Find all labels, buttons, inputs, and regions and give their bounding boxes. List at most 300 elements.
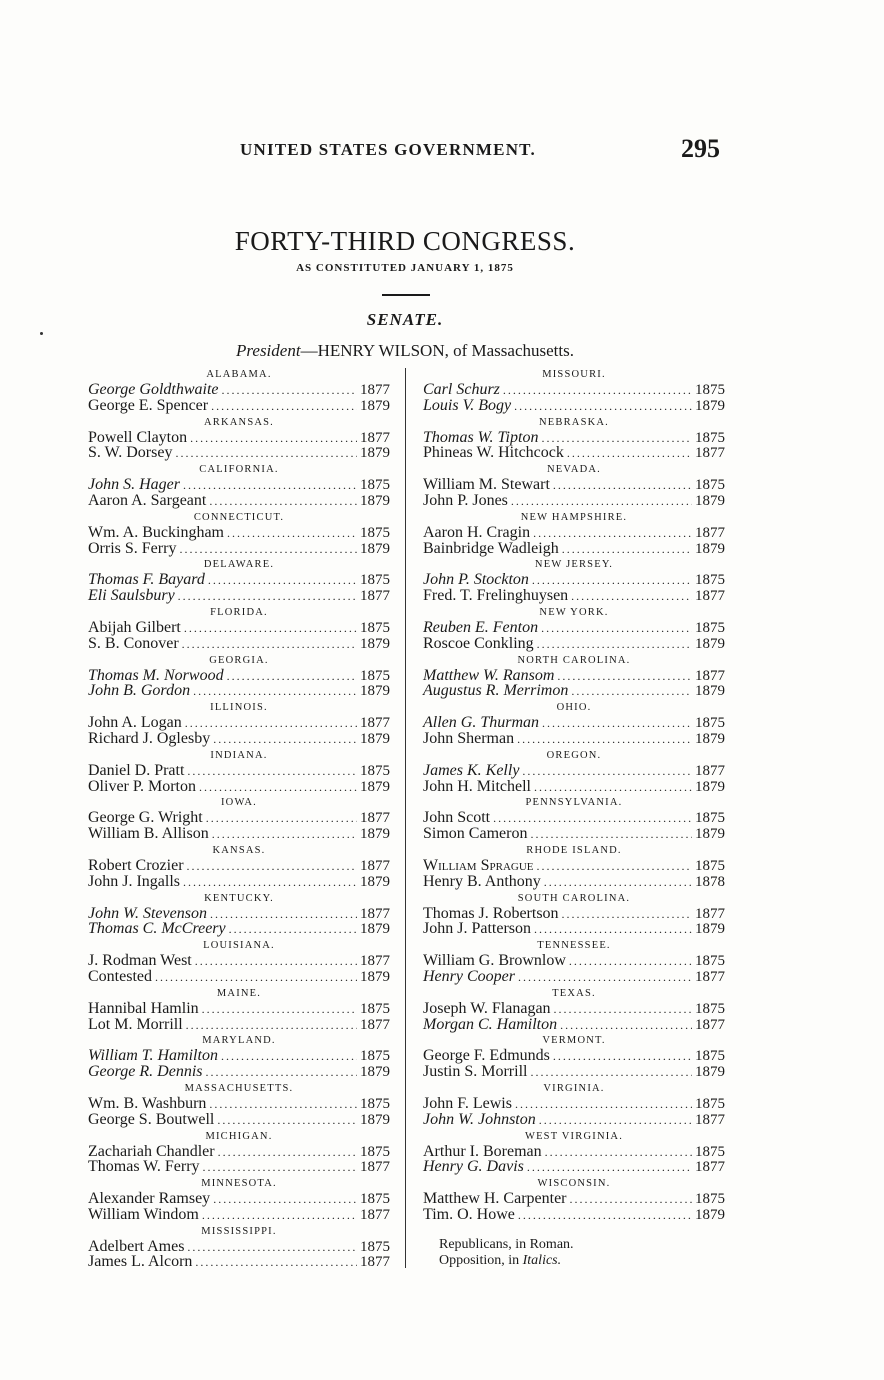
- term-expires-year: 1879: [695, 492, 725, 509]
- page-title: FORTY-THIRD CONGRESS.: [234, 226, 576, 256]
- state-heading: NEVADA.: [547, 464, 601, 476]
- senator-entry: [423, 398, 725, 414]
- term-expires-year: 1875: [695, 953, 725, 970]
- state-heading: MICHIGAN.: [205, 1130, 273, 1142]
- dot-leader: [518, 970, 692, 986]
- term-expires-year: 1877: [360, 810, 390, 827]
- term-expires-year: 1875: [695, 429, 725, 446]
- senator-entry: [423, 445, 725, 461]
- note-opposition-italic: Italics.: [522, 1252, 562, 1268]
- column-divider: [405, 368, 406, 1268]
- state-heading: VIRGINIA.: [543, 1082, 605, 1094]
- senator-entry: [88, 398, 390, 414]
- dot-leader: [185, 716, 357, 732]
- senator-entry: [423, 525, 725, 541]
- term-expires-year: 1875: [695, 619, 725, 636]
- senator-name: John F. Lewis: [423, 1094, 512, 1112]
- dot-leader: [553, 1049, 692, 1065]
- state-heading: MARYLAND.: [202, 1035, 276, 1047]
- dot-leader: [534, 922, 692, 938]
- senator-name: Aaron H. Cragin: [423, 523, 531, 541]
- state-heading: PENNSYLVANIA.: [525, 797, 623, 809]
- dot-leader: [221, 1049, 357, 1065]
- senator-entry: [88, 731, 390, 747]
- senator-entry: [88, 588, 390, 604]
- dot-leader: [206, 811, 357, 827]
- dot-leader: [195, 1255, 357, 1271]
- senator-entry: [88, 620, 390, 636]
- senator-entry: [88, 493, 390, 509]
- term-expires-year: 1875: [360, 524, 390, 541]
- senator-entry: [423, 1112, 725, 1128]
- senator-name: Alexander Ramsey: [88, 1190, 211, 1208]
- senator-name: Henry B. Anthony: [423, 872, 541, 890]
- senator-name: John J. Ingalls: [88, 872, 180, 890]
- senator-entry: [423, 715, 725, 731]
- senator-name: James K. Kelly: [423, 761, 520, 779]
- senator-entry: [423, 858, 725, 874]
- senator-entry: [88, 636, 390, 652]
- state-heading: KENTUCKY.: [204, 892, 274, 904]
- senator-entry: [88, 763, 390, 779]
- state-heading: SOUTH CAROLINA.: [517, 892, 631, 904]
- senator-name: George S. Boutwell: [88, 1110, 215, 1128]
- dot-leader: [545, 1145, 692, 1161]
- term-expires-year: 1877: [695, 588, 725, 605]
- senator-entry: [423, 588, 725, 604]
- dot-leader: [186, 1018, 357, 1034]
- dot-leader: [217, 1113, 357, 1129]
- dot-leader: [187, 859, 357, 875]
- dot-leader: [571, 684, 692, 700]
- dot-leader: [544, 875, 692, 891]
- term-expires-year: 1877: [360, 1254, 390, 1271]
- state-heading: ALABAMA.: [206, 369, 272, 380]
- state-heading: ILLINOIS.: [210, 702, 268, 714]
- senator-name: Lot M. Morrill: [88, 1015, 183, 1033]
- term-expires-year: 1875: [695, 715, 725, 732]
- state-heading: MISSISSIPPI.: [201, 1225, 277, 1237]
- senator-name: Joseph W. Flanagan: [423, 999, 551, 1017]
- term-expires-year: 1879: [360, 683, 390, 700]
- dot-leader: [539, 1113, 692, 1129]
- senator-entry: [88, 1144, 390, 1160]
- dot-leader: [210, 907, 357, 923]
- senator-entry: [423, 493, 725, 509]
- dot-leader: [222, 383, 358, 399]
- term-expires-year: 1879: [360, 968, 390, 985]
- senator-name: James L. Alcorn: [88, 1253, 193, 1271]
- term-expires-year: 1875: [360, 572, 390, 589]
- dot-leader: [155, 970, 357, 986]
- term-expires-year: 1877: [695, 667, 725, 684]
- state-heading: CALIFORNIA.: [199, 464, 279, 476]
- term-expires-year: 1877: [360, 715, 390, 732]
- state-heading: MISSOURI.: [542, 369, 606, 380]
- senator-name: Tim. O. Howe: [423, 1205, 515, 1223]
- state-heading: GEORGIA.: [209, 654, 269, 666]
- senator-entry: [423, 826, 725, 842]
- state-heading: DELAWARE.: [203, 559, 275, 571]
- dot-leader: [571, 589, 692, 605]
- term-expires-year: 1879: [360, 873, 390, 890]
- dot-leader: [227, 526, 357, 542]
- senator-name: Roscoe Conkling: [423, 634, 534, 652]
- senator-name: Matthew W. Ransom: [423, 666, 555, 684]
- senator-name: Thomas F. Bayard: [88, 571, 205, 589]
- senator-entry: [423, 572, 725, 588]
- term-expires-year: 1877: [695, 445, 725, 462]
- dot-leader: [202, 1002, 357, 1018]
- term-expires-year: 1875: [360, 619, 390, 636]
- term-expires-year: 1875: [360, 762, 390, 779]
- state-heading: VERMONT.: [542, 1035, 606, 1047]
- senator-name: John Sherman: [423, 729, 515, 747]
- term-expires-year: 1875: [695, 1048, 725, 1065]
- state-heading: MASSACHUSETTS.: [184, 1082, 294, 1094]
- dot-leader: [187, 1240, 357, 1256]
- senator-name: Thomas J. Robertson: [423, 904, 559, 922]
- senator-name: William M. Stewart: [423, 476, 550, 494]
- senator-entry: [423, 1001, 725, 1017]
- dot-leader: [541, 621, 692, 637]
- state-heading: TENNESSEE.: [537, 940, 611, 952]
- dot-leader: [184, 621, 357, 637]
- senator-entry: [88, 683, 390, 699]
- state-heading: IOWA.: [220, 797, 258, 809]
- senator-entry: [88, 826, 390, 842]
- term-expires-year: 1875: [360, 1000, 390, 1017]
- senator-name: Orris S. Ferry: [88, 539, 177, 557]
- margin-mark: [40, 332, 43, 335]
- dot-leader: [182, 637, 357, 653]
- term-expires-year: 1877: [360, 1016, 390, 1033]
- state-heading: NEW HAMPSHIRE.: [520, 511, 628, 523]
- senator-name: Henry Cooper: [423, 967, 515, 985]
- state-heading: OREGON.: [546, 749, 602, 761]
- dot-leader: [562, 907, 692, 923]
- term-expires-year: 1877: [360, 905, 390, 922]
- term-expires-year: 1879: [695, 1206, 725, 1223]
- senator-entry: [88, 969, 390, 985]
- senator-entry: [423, 1064, 725, 1080]
- president-dash: —: [300, 341, 318, 360]
- term-expires-year: 1877: [360, 953, 390, 970]
- senator-entry: [423, 1017, 725, 1033]
- senator-entry: [88, 1048, 390, 1064]
- term-expires-year: 1879: [360, 921, 390, 938]
- senator-entry: [423, 906, 725, 922]
- senator-name: Hannibal Hamlin: [88, 999, 199, 1017]
- term-expires-year: 1875: [695, 1000, 725, 1017]
- note-opposition: [439, 1253, 725, 1269]
- senator-name: J. Rodman West: [88, 952, 192, 970]
- dot-leader: [209, 494, 357, 510]
- senator-name: George G. Wright: [88, 809, 203, 827]
- dot-leader: [570, 1192, 692, 1208]
- state-heading: OHIO.: [556, 702, 592, 714]
- senator-entry: [88, 541, 390, 557]
- party-note: [439, 1237, 725, 1269]
- senator-entry: [423, 969, 725, 985]
- senator-entry: [423, 1191, 725, 1207]
- state-heading: NORTH CAROLINA.: [517, 654, 631, 666]
- senator-name: Fred. T. Frelinghuysen: [423, 587, 569, 605]
- dot-leader: [527, 1160, 692, 1176]
- term-expires-year: 1875: [695, 477, 725, 494]
- senator-name: Louis V. Bogy: [423, 396, 512, 414]
- dot-leader: [537, 859, 693, 875]
- senator-entry: [88, 906, 390, 922]
- term-expires-year: 1877: [360, 857, 390, 874]
- dot-leader: [178, 589, 357, 605]
- term-expires-year: 1877: [360, 588, 390, 605]
- term-expires-year: 1877: [695, 968, 725, 985]
- senator-name: Thomas W. Ferry: [88, 1158, 200, 1176]
- title-rule: [382, 294, 430, 296]
- senator-name: Arthur I. Boreman: [423, 1142, 542, 1160]
- senator-name: George F. Edmunds: [423, 1047, 550, 1065]
- dot-leader: [206, 1065, 358, 1081]
- senator-name: Thomas C. McCreery: [88, 920, 226, 938]
- senator-name: Robert Crozier: [88, 856, 184, 874]
- dot-leader: [567, 446, 692, 462]
- senator-name: John P. Jones: [423, 491, 508, 509]
- state-heading: NEW YORK.: [539, 606, 609, 618]
- senator-entry: [88, 1096, 390, 1112]
- state-heading: WEST VIRGINIA.: [524, 1130, 624, 1142]
- senator-entry: [423, 636, 725, 652]
- senator-entry: [423, 382, 725, 398]
- term-expires-year: 1875: [360, 477, 390, 494]
- term-expires-year: 1875: [695, 572, 725, 589]
- note-opposition-prefix: Opposition, in: [439, 1252, 523, 1268]
- senator-name: William T. Hamilton: [88, 1047, 218, 1065]
- senator-entry: [423, 1207, 725, 1223]
- term-expires-year: 1879: [695, 921, 725, 938]
- dot-leader: [537, 637, 692, 653]
- senator-name: Augustus R. Merrimon: [423, 682, 569, 700]
- dot-leader: [179, 542, 357, 558]
- senator-entry: [88, 668, 390, 684]
- president-role: President: [236, 341, 301, 360]
- term-expires-year: 1875: [695, 810, 725, 827]
- state-heading: RHODE ISLAND.: [526, 844, 622, 856]
- senator-entry: [423, 953, 725, 969]
- dot-leader: [562, 542, 692, 558]
- term-expires-year: 1879: [695, 730, 725, 747]
- senator-entry: [423, 1096, 725, 1112]
- senator-entry: [423, 1159, 725, 1175]
- senator-entry: [88, 572, 390, 588]
- term-expires-year: 1875: [360, 1048, 390, 1065]
- state-heading: FLORIDA.: [210, 606, 268, 618]
- dot-leader: [209, 1097, 357, 1113]
- state-heading: NEBRASKA.: [538, 416, 610, 428]
- note-republicans: Republicans, in Roman.: [439, 1236, 574, 1252]
- term-expires-year: 1877: [360, 382, 390, 398]
- term-expires-year: 1877: [695, 905, 725, 922]
- running-title: UNITED STATES GOVERNMENT.: [240, 140, 536, 159]
- dot-leader: [183, 875, 357, 891]
- dot-leader: [175, 446, 357, 462]
- senator-name: John A. Logan: [88, 714, 182, 732]
- senator-entry: [423, 763, 725, 779]
- term-expires-year: 1875: [360, 1143, 390, 1160]
- dot-leader: [514, 399, 692, 415]
- page-header: [240, 134, 720, 164]
- senator-name: Matthew H. Carpenter: [423, 1190, 567, 1208]
- dot-leader: [560, 1018, 692, 1034]
- term-expires-year: 1879: [360, 778, 390, 795]
- senator-name: John Scott: [423, 809, 491, 827]
- senator-name: George R. Dennis: [88, 1063, 203, 1081]
- term-expires-year: 1879: [695, 635, 725, 652]
- senator-entry: [88, 953, 390, 969]
- term-expires-year: 1875: [695, 1191, 725, 1208]
- dot-leader: [503, 383, 692, 399]
- term-expires-year: 1879: [695, 683, 725, 700]
- dot-leader: [208, 573, 357, 589]
- senator-name: John S. Hager: [88, 476, 180, 494]
- senator-name: George E. Spencer: [88, 396, 209, 414]
- term-expires-year: 1879: [360, 730, 390, 747]
- term-expires-year: 1875: [695, 382, 725, 398]
- dot-leader: [183, 478, 357, 494]
- senator-name: Thomas W. Tipton: [423, 428, 539, 446]
- senator-entry: [88, 1239, 390, 1255]
- senator-entry: [88, 1017, 390, 1033]
- senator-entry: [88, 1064, 390, 1080]
- senator-name: William B. Allison: [88, 825, 209, 843]
- senator-name: Adelbert Ames: [88, 1237, 185, 1255]
- senator-entry: [88, 1207, 390, 1223]
- senator-entry: [88, 1112, 390, 1128]
- senator-entry: [423, 683, 725, 699]
- senator-entry: [88, 1159, 390, 1175]
- senator-entry: [423, 874, 725, 890]
- senator-entry: [423, 430, 725, 446]
- term-expires-year: 1879: [360, 1064, 390, 1081]
- dot-leader: [213, 1192, 357, 1208]
- dot-leader: [218, 1145, 357, 1161]
- senator-entry: [423, 1048, 725, 1064]
- senator-name: Justin S. Morrill: [423, 1063, 528, 1081]
- senator-entry: [423, 921, 725, 937]
- page-number: 295: [681, 134, 720, 163]
- right-column-list: [423, 367, 725, 1223]
- senator-entry: [88, 1191, 390, 1207]
- term-expires-year: 1879: [695, 540, 725, 557]
- term-expires-year: 1875: [695, 857, 725, 874]
- state-heading: INDIANA.: [210, 749, 268, 761]
- chamber-heading: SENATE.: [366, 310, 444, 329]
- senator-entry: [88, 921, 390, 937]
- senator-name: Richard J. Oglesby: [88, 729, 211, 747]
- term-expires-year: 1879: [695, 397, 725, 414]
- term-expires-year: 1879: [360, 635, 390, 652]
- senator-name: Henry G. Davis: [423, 1158, 524, 1176]
- dot-leader: [553, 478, 692, 494]
- dot-leader: [534, 780, 692, 796]
- left-column: [88, 366, 390, 1270]
- state-heading: KANSAS.: [212, 844, 266, 856]
- senator-entry: [88, 1001, 390, 1017]
- senator-name: Morgan C. Hamilton: [423, 1015, 558, 1033]
- senator-entry: [88, 430, 390, 446]
- dot-leader: [530, 1065, 692, 1081]
- senator-name: Reuben E. Fenton: [423, 618, 539, 636]
- term-expires-year: 1875: [695, 1095, 725, 1112]
- senator-name: John J. Patterson: [423, 920, 531, 938]
- state-heading: LOUISIANA.: [203, 940, 275, 952]
- term-expires-year: 1879: [360, 492, 390, 509]
- term-expires-year: 1877: [695, 1016, 725, 1033]
- dot-leader: [511, 494, 692, 510]
- senator-name: S. B. Conover: [88, 634, 179, 652]
- term-expires-year: 1875: [695, 1143, 725, 1160]
- state-heading: CONNECTICUT.: [193, 511, 285, 523]
- term-expires-year: 1875: [360, 667, 390, 684]
- term-expires-year: 1877: [695, 1159, 725, 1176]
- dot-leader: [187, 764, 357, 780]
- senator-entry: [88, 779, 390, 795]
- dot-leader: [554, 1002, 692, 1018]
- senator-entry: [88, 445, 390, 461]
- senator-entry: [423, 541, 725, 557]
- term-expires-year: 1879: [360, 540, 390, 557]
- state-heading: MAINE.: [216, 987, 262, 999]
- term-expires-year: 1875: [360, 1238, 390, 1255]
- dot-leader: [202, 1208, 357, 1224]
- dot-leader: [199, 780, 357, 796]
- senator-entry: [88, 874, 390, 890]
- term-expires-year: 1877: [695, 762, 725, 779]
- term-expires-year: 1879: [360, 826, 390, 843]
- senator-name: S. W. Dorsey: [88, 444, 173, 462]
- senator-name: Powell Clayton: [88, 428, 188, 446]
- senator-entry: [88, 715, 390, 731]
- senator-name: Allen G. Thurman: [423, 714, 539, 732]
- senator-entry: [88, 382, 390, 398]
- president-line: [0, 341, 810, 361]
- term-expires-year: 1877: [360, 1159, 390, 1176]
- president-name: HENRY WILSON, of Massachusetts.: [317, 341, 574, 360]
- dot-leader: [213, 732, 357, 748]
- senator-name: William G. Brownlow: [423, 952, 566, 970]
- senator-entry: [88, 1254, 390, 1270]
- dot-leader: [541, 431, 692, 447]
- dot-leader: [517, 732, 692, 748]
- senator-name: Wm. A. Buckingham: [88, 523, 224, 541]
- senator-name: Phineas W. Hitchcock: [423, 444, 564, 462]
- state-heading: NEW JERSEY.: [534, 559, 614, 571]
- dot-leader: [211, 399, 357, 415]
- senator-entry: [423, 1144, 725, 1160]
- term-expires-year: 1877: [695, 1111, 725, 1128]
- dot-leader: [518, 1208, 692, 1224]
- dot-leader: [227, 669, 357, 685]
- senator-name: John H. Mitchell: [423, 777, 531, 795]
- senator-name: Daniel D. Pratt: [88, 761, 185, 779]
- senator-name: Abijah Gilbert: [88, 618, 181, 636]
- term-expires-year: 1879: [360, 397, 390, 414]
- senator-name: Thomas M. Norwood: [88, 666, 224, 684]
- senator-name: Simon Cameron: [423, 825, 528, 843]
- term-expires-year: 1879: [695, 778, 725, 795]
- senator-entry: [88, 810, 390, 826]
- dot-leader: [195, 954, 357, 970]
